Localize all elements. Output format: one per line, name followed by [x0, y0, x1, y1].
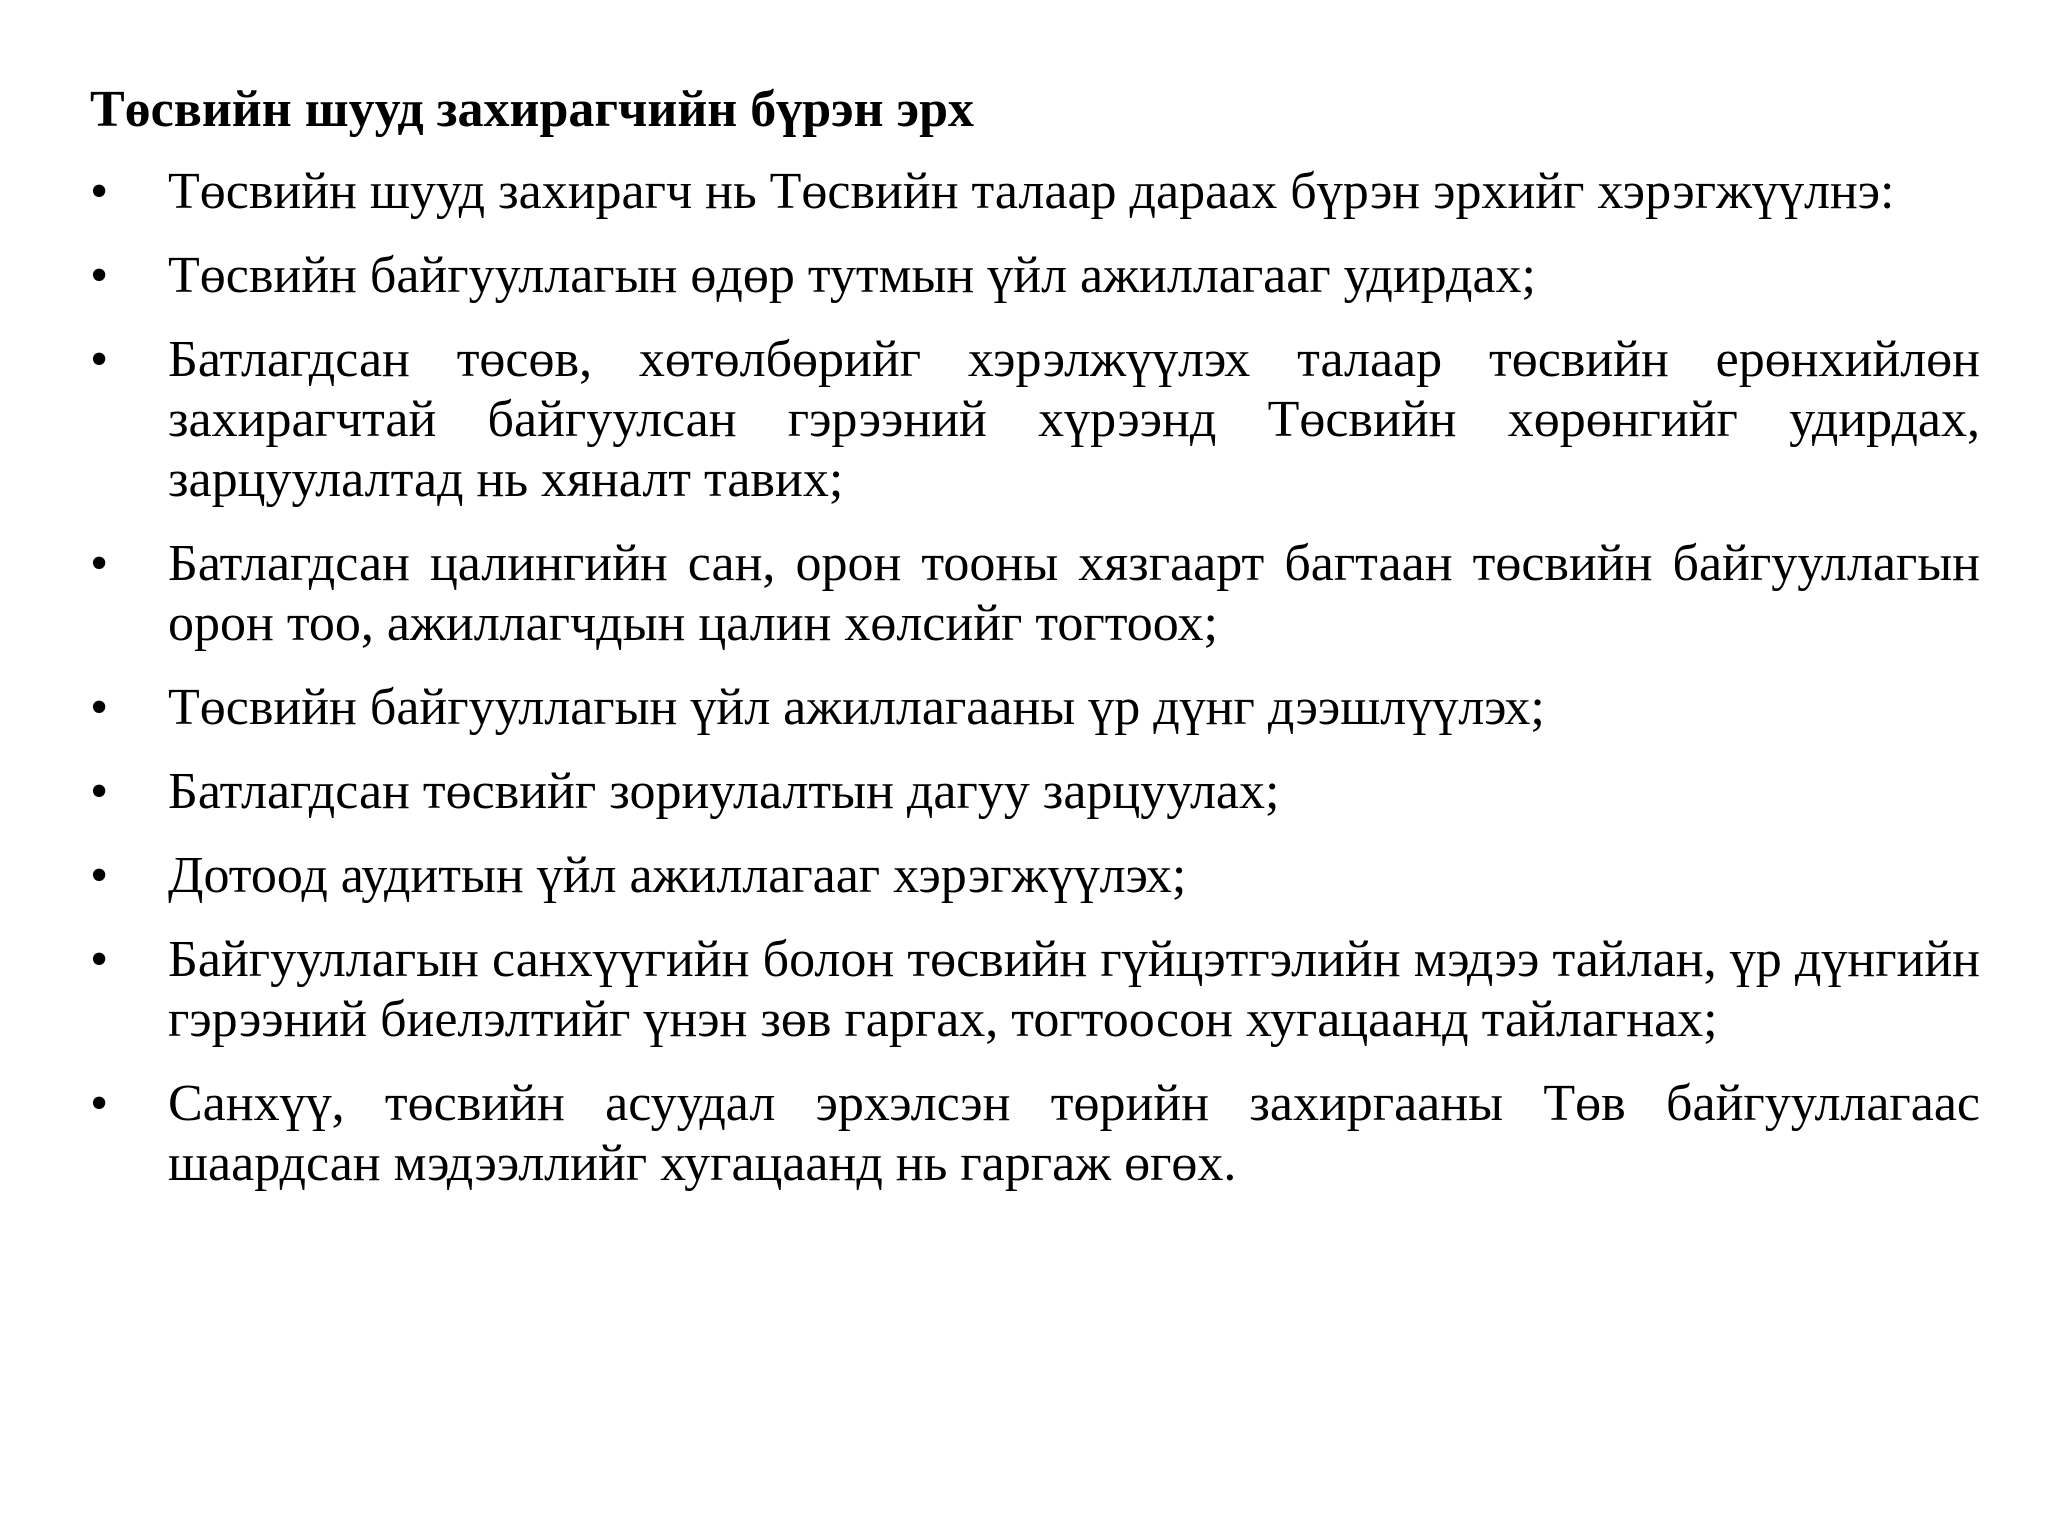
list-item-text: Төсвийн байгууллагын өдөр тутмын үйл ажиллагааг удирдах;: [168, 247, 1536, 304]
bullet-icon: •: [90, 247, 109, 304]
list-item: [90, 246, 1980, 306]
bullet-icon: •: [90, 763, 109, 820]
bullet-icon: •: [90, 679, 109, 736]
list-item: [90, 930, 1980, 1050]
slide-heading: Төсвийн шууд захирагчийн бүрэн эрх: [90, 81, 974, 138]
list-item: [90, 162, 1980, 222]
list-item-text: Төсвийн байгууллагын үйл ажиллагааны үр дүнг дээшлүүлэх;: [168, 679, 1545, 736]
list-item-text: Батлагдсан төсөв, хөтөлбөрийг хэрэлжүүлэх талаар төсвийн ерөнхийлөн захирагчтай байгуулсан гэрээний хүрээнд Төсвийн хөрөнгийг удирдах, зарцуулалтад нь хяналт тавих;: [168, 331, 1980, 508]
bullet-icon: •: [90, 847, 109, 904]
list-item: [90, 678, 1980, 738]
bullet-list: [90, 162, 1980, 1218]
list-item-text: Батлагдсан цалингийн сан, орон тооны хязгаарт багтаан төсвийн байгууллагын орон тоо, ажиллагчдын цалин хөлсийг тогтоох;: [168, 535, 1980, 652]
list-item: [90, 534, 1980, 654]
bullet-icon: •: [90, 331, 109, 388]
list-item-text: Санхүү, төсвийн асуудал эрхэлсэн төрийн захиргааны Төв байгууллагаас шаардсан мэдээллийг хугацаанд нь гаргаж өгөх.: [168, 1075, 1980, 1192]
bullet-icon: •: [90, 163, 109, 220]
list-item: [90, 1074, 1980, 1194]
list-item-text: Батлагдсан төсвийг зориулалтын дагуу зарцуулах;: [168, 763, 1280, 820]
list-item-text: Төсвийн шууд захирагч нь Төсвийн талаар дараах бүрэн эрхийг хэрэгжүүлнэ:: [168, 163, 1895, 220]
list-item: [90, 846, 1980, 906]
list-item: [90, 762, 1980, 822]
bullet-icon: •: [90, 931, 109, 988]
bullet-icon: •: [90, 1075, 109, 1132]
list-item: [90, 330, 1980, 510]
list-item-text: Байгууллагын санхүүгийн болон төсвийн гүйцэтгэлийн мэдээ тайлан, үр дүнгийн гэрээний биелэлтийг үнэн зөв гаргах, тогтоосон хугацаанд тайлагнах;: [168, 931, 1980, 1048]
list-item-text: Дотоод аудитын үйл ажиллагааг хэрэгжүүлэх;: [168, 847, 1187, 904]
bullet-icon: •: [90, 535, 109, 592]
